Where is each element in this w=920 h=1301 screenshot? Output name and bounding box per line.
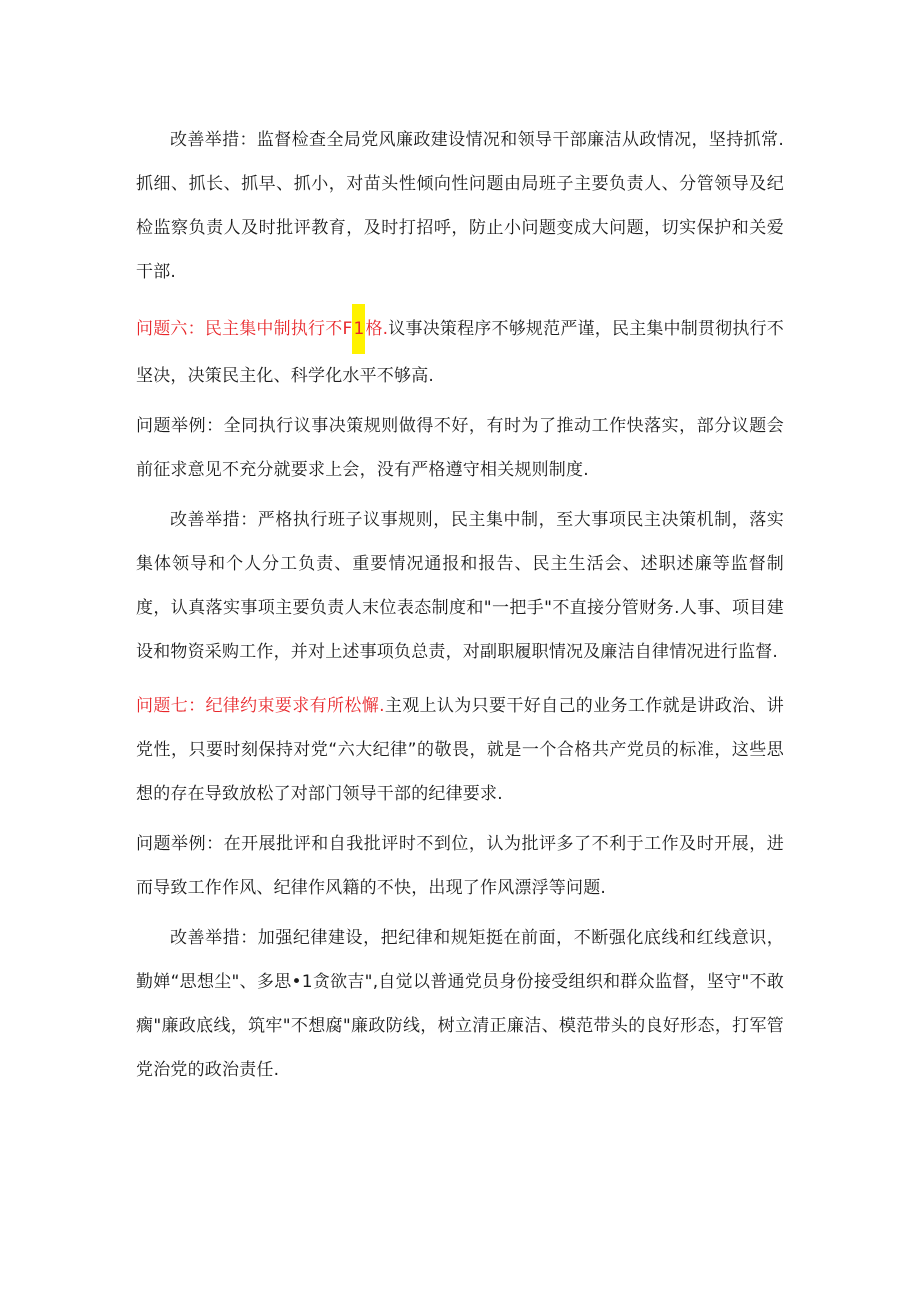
issue-six-heading-text: 问题六：民主集中制执行不F — [136, 319, 353, 339]
issue-seven-body: 主观上认为只要干好自己的业务工作就是讲政治、讲党性，只要时刻保持对党“六大纪律”的敬畏，就是一个合格共产党员的标准，这些思想的存在导致放松了对部门领导干部的纪律要求. — [136, 696, 784, 804]
issue-six-body: 议事决策程序不够规范严谨，民主集中制贯彻执行不坚决，决策民主化、科学化水平不够高. — [136, 319, 784, 386]
improvement-measure-paragraph-1: 改善举措：监督检查全局党风廉政建设情况和领导干部廉洁从政情况，坚持抓常.抓细、抓长、抓早、抓小，对苗头性倾向性问题由局班子主要负责人、分管领导及纪检监察负责人及时批评教育，及时打招呼，防止小问题变成大问题，切实保护和关爱干部. — [136, 130, 784, 282]
document-page — [136, 118, 784, 1092]
improvement-measure-paragraph-2: 改善举措：严格执行班子议事规则，民主集中制，至大事项民主决策机制，落实集体领导和个人分工负责、重要情况通报和报告、民主生活会、述职述廉等监督制度，认真落实事项主要负责人末位表态制度和"一把手"不直接分管财务.人事、项目建设和物资采购工作，并对上述事项负总责，对副职履职情况及廉洁自律情况进行监督. — [136, 510, 784, 662]
issue-example-paragraph-1: 问题举例：全同执行议事决策规则做得不好，有时为了推动工作快落实，部分议题会前征求意见不充分就要求上会，没有严格遵守相关规则制度. — [136, 416, 784, 480]
highlight-mark: 1 — [352, 304, 365, 354]
issue-example-paragraph-2: 问题举例：在开展批评和自我批评时不到位，认为批评多了不利于工作及时开展，进而导致工作作风、纪律作风籍的不快，出现了作风漂浮等问题. — [136, 834, 784, 898]
issue-six-paragraph — [136, 304, 784, 398]
issue-seven-heading: 问题七：纪律约束要求有所松懈. — [136, 696, 385, 716]
issue-seven-paragraph — [136, 684, 784, 816]
improvement-measure-paragraph-3: 改善举措：加强纪律建设，把纪律和规矩挺在前面，不断强化底线和红线意识，勤婵“思想尘"、多思•1贪欲吉",自觉以普通党员身份接受组织和群众监督，坚守"不敢瘸"廉政底线，筑牢"不想腐"廉政防线，树立清正廉洁、模范带头的良好形态，打军管党治党的政治责任. — [136, 928, 784, 1080]
issue-six-heading-end: 格. — [365, 319, 389, 339]
issue-six-heading — [136, 319, 388, 339]
